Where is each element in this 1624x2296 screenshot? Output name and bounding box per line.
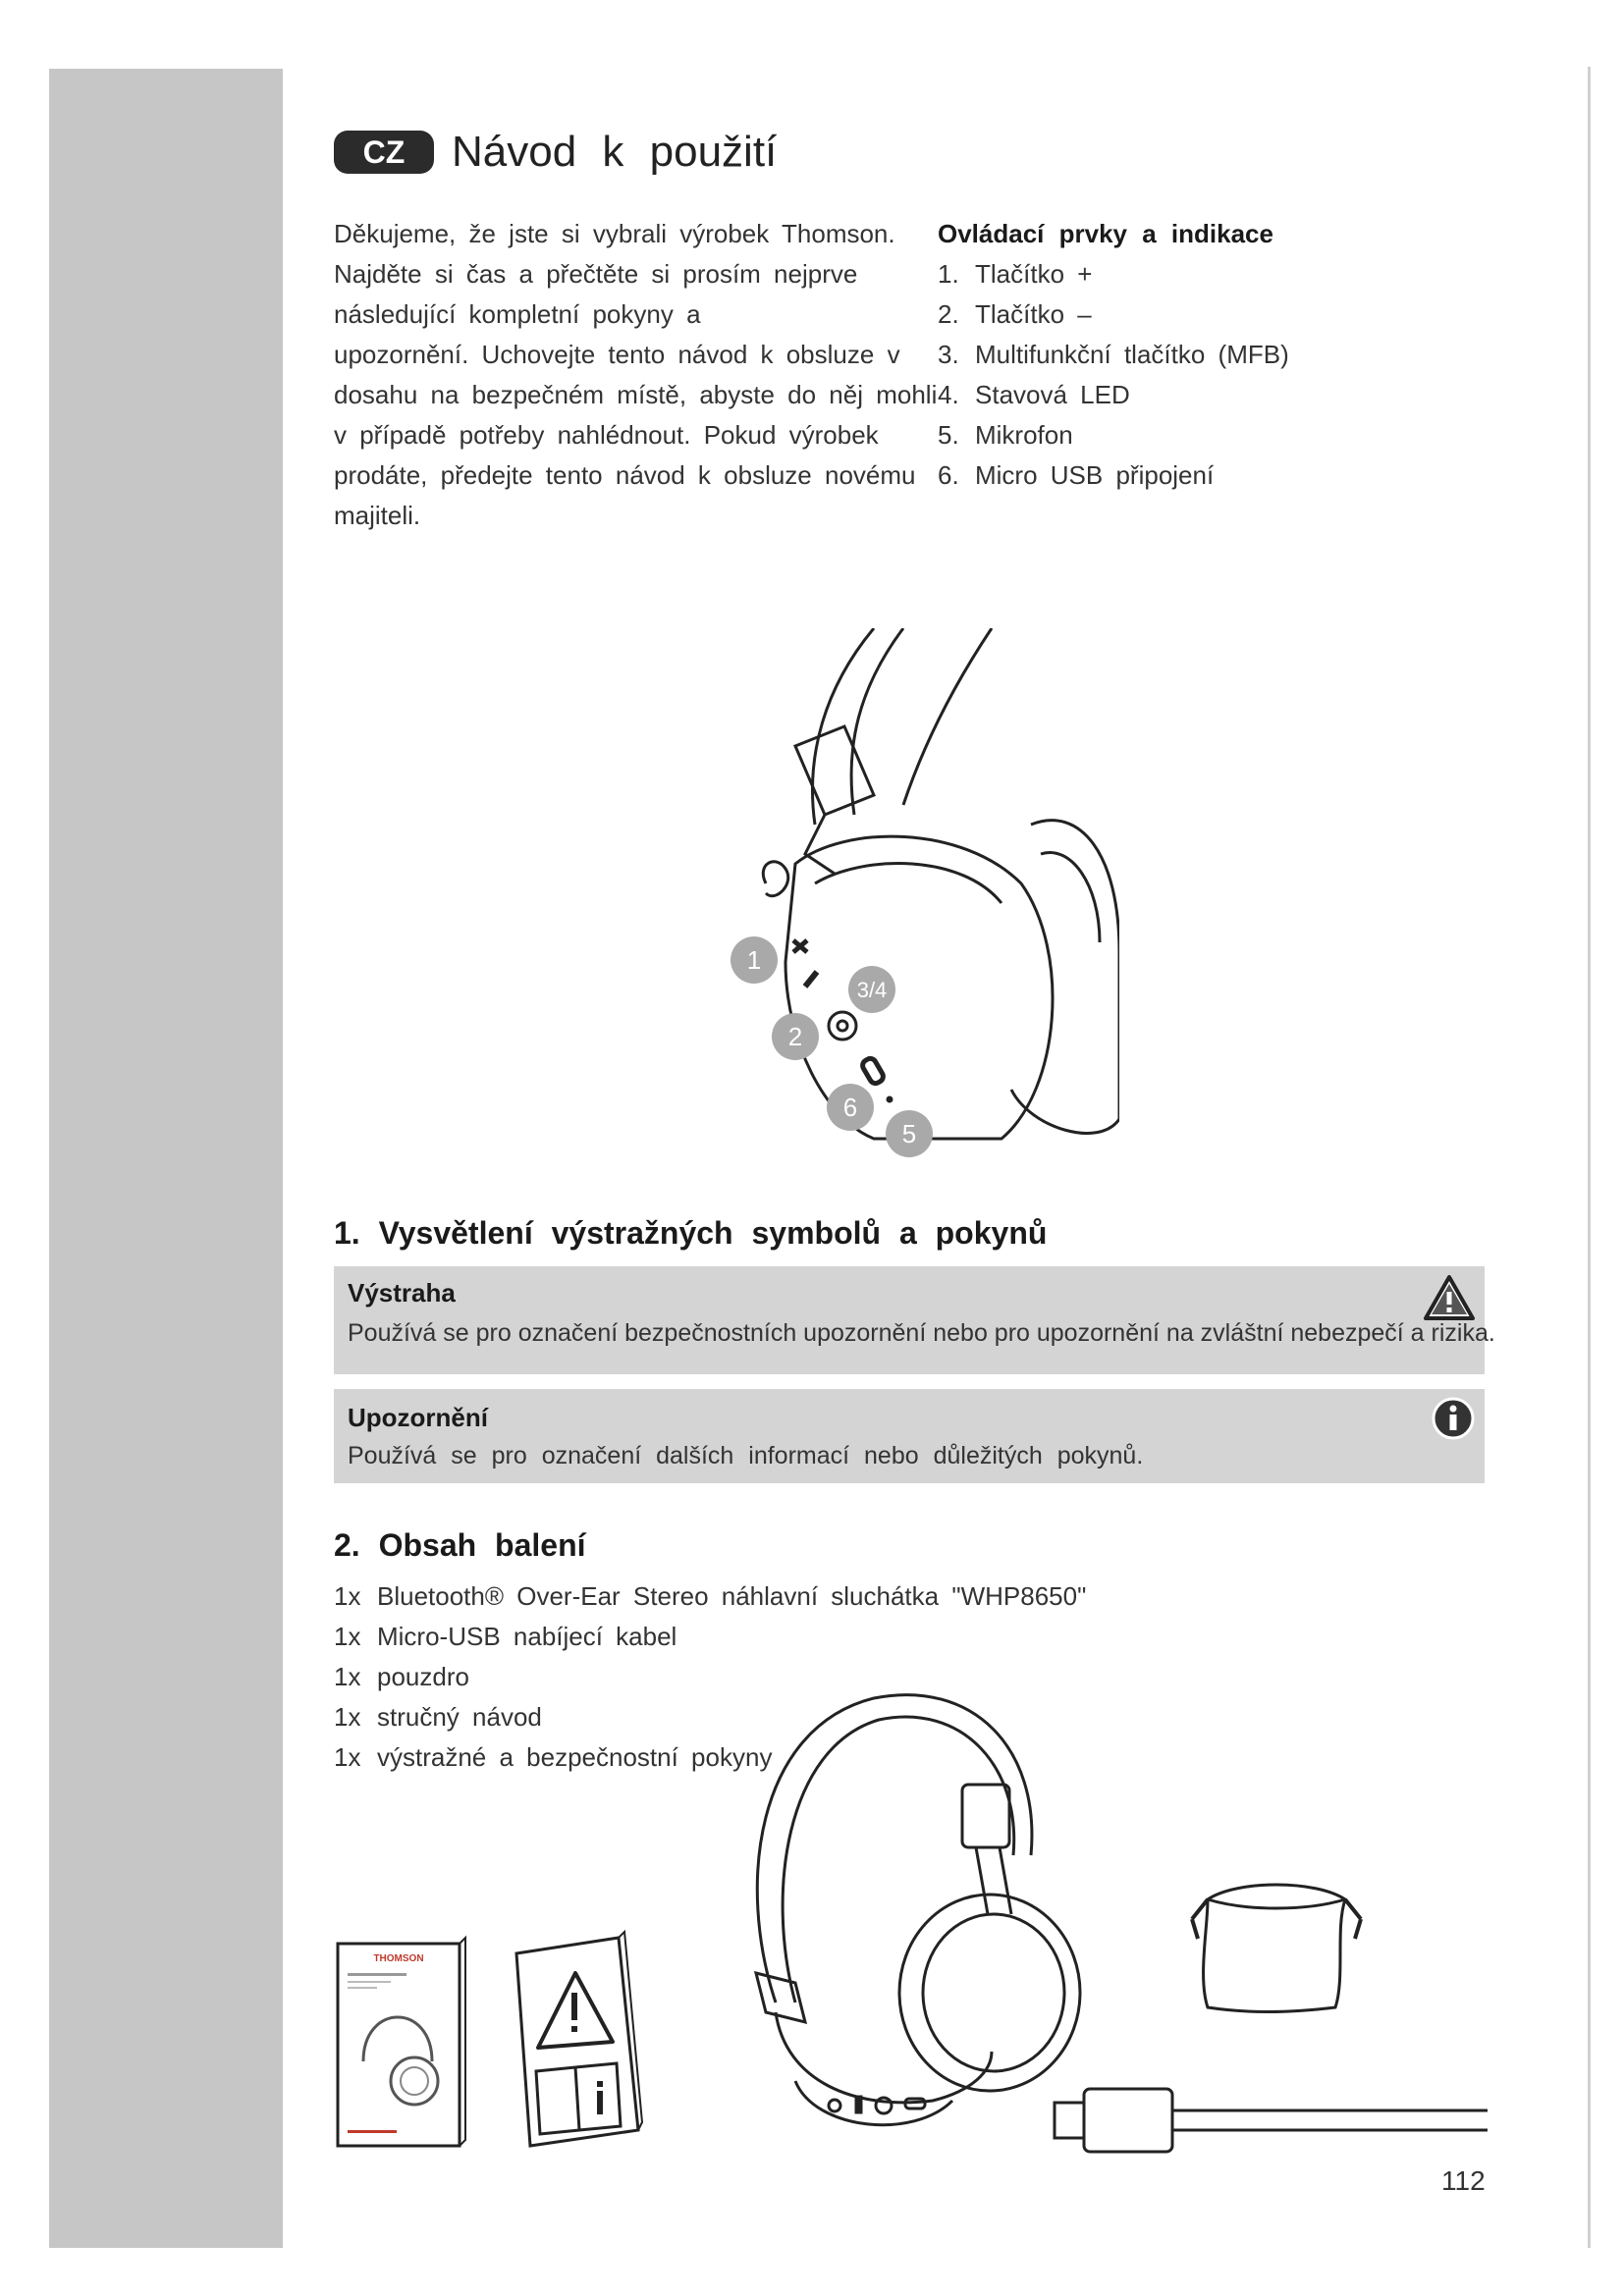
controls-item bbox=[938, 254, 1350, 294]
controls-title: Ovládací prvky a indikace bbox=[938, 219, 1273, 248]
item-qty: 1x bbox=[334, 1581, 361, 1611]
left-cup-edge bbox=[776, 2012, 992, 2103]
item-qty: 1x bbox=[334, 1742, 361, 1772]
mfb-button-center bbox=[838, 1021, 847, 1031]
plus-button-icon bbox=[829, 2100, 840, 2111]
list-item bbox=[334, 1576, 1086, 1617]
headband-line bbox=[851, 628, 903, 815]
hinge-loop bbox=[763, 862, 787, 896]
controls-item bbox=[938, 335, 1350, 375]
controls-item bbox=[938, 415, 1350, 455]
item-qty: 1x bbox=[334, 1702, 361, 1732]
intro-line: upozornění. Uchovejte tento návod k obsluze v bbox=[334, 340, 900, 369]
item-number: 2. bbox=[938, 299, 959, 329]
list-item bbox=[334, 1617, 1086, 1657]
headphone-controls-illustration bbox=[707, 628, 1119, 1158]
note-title: Upozornění bbox=[348, 1403, 488, 1432]
item-number: 5. bbox=[938, 420, 959, 450]
item-text: pouzdro bbox=[377, 1662, 469, 1691]
item-label: Tlačítko – bbox=[975, 299, 1092, 329]
page-header bbox=[334, 128, 777, 177]
intro-line: v případě potřeby nahlédnout. Pokud výrobek bbox=[334, 420, 879, 450]
controls-item bbox=[938, 455, 1350, 496]
warning-text: Používá se pro označení bezpečnostních upozornění nebo pro upozornění na zvláštní nebezpečí a rizika. bbox=[348, 1319, 1495, 1347]
ear-cup-inner bbox=[923, 1914, 1064, 2071]
item-text: Micro-USB nabíjecí kabel bbox=[377, 1622, 677, 1651]
controls-list bbox=[938, 214, 1350, 496]
callout-label: 2 bbox=[787, 1022, 803, 1051]
section-heading: 1. Vysvětlení výstražných symbolů a pokynů bbox=[334, 1215, 1048, 1251]
slider-block bbox=[795, 726, 874, 815]
note-box bbox=[334, 1389, 1485, 1483]
item-label: Tlačítko + bbox=[975, 259, 1093, 289]
info-circle-icon bbox=[1432, 1397, 1475, 1440]
safety-leaflet-illustration bbox=[511, 1924, 644, 2152]
usb-cable-illustration bbox=[1051, 2081, 1488, 2160]
intro-line: následující kompletní pokyny a bbox=[334, 299, 701, 329]
item-number: 3. bbox=[938, 340, 959, 369]
intro-line: dosahu na bezpečném místě, abyste do něj mohli bbox=[334, 380, 938, 409]
page-number: 112 bbox=[1441, 2165, 1486, 2196]
mfb-button-icon bbox=[876, 2098, 892, 2113]
ear-cup-ring bbox=[815, 864, 1001, 903]
right-margin-line bbox=[1588, 67, 1591, 2248]
intro-paragraph bbox=[334, 214, 938, 536]
callout-label: 1 bbox=[746, 945, 762, 975]
item-text: výstražné a bezpečnostní pokyny bbox=[377, 1742, 773, 1772]
page-title: Návod k použití bbox=[452, 128, 778, 176]
minus-button-icon bbox=[856, 2097, 861, 2112]
item-qty: 1x bbox=[334, 1622, 361, 1651]
micro-usb-plug bbox=[1055, 2103, 1084, 2138]
pouch-illustration bbox=[1178, 1870, 1375, 2017]
minus-button-icon bbox=[805, 972, 817, 987]
slider-block bbox=[962, 1785, 1009, 1847]
note-text: Používá se pro označení dalších informací nebo důležitých pokynů. bbox=[348, 1442, 1144, 1469]
callout-label: 5 bbox=[901, 1119, 917, 1148]
item-text: Bluetooth® Over-Ear Stereo náhlavní sluchátka "WHP8650" bbox=[377, 1581, 1087, 1611]
language-badge: CZ bbox=[334, 131, 434, 174]
mfb-button-icon bbox=[829, 1012, 856, 1040]
item-qty: 1x bbox=[334, 1662, 361, 1691]
item-number: 1. bbox=[938, 259, 959, 289]
left-slider-block bbox=[756, 1973, 805, 2022]
intro-line: Najděte si čas a přečtěte si prosím nejprve bbox=[334, 259, 858, 289]
item-text: stručný návod bbox=[377, 1702, 542, 1732]
ear-cushion bbox=[1011, 821, 1119, 1134]
callout-label: 3/4 bbox=[856, 978, 888, 1002]
plus-button-icon bbox=[793, 940, 807, 952]
item-number: 4. bbox=[938, 380, 959, 409]
intro-line: majiteli. bbox=[334, 501, 421, 530]
cable-line bbox=[1172, 2110, 1488, 2130]
microphone-hole bbox=[888, 1097, 892, 1101]
left-cup-bottom bbox=[795, 2081, 952, 2125]
quick-guide-illustration bbox=[334, 1934, 467, 2152]
controls-item bbox=[938, 294, 1350, 335]
section-heading: 2. Obsah balení bbox=[334, 1527, 586, 1563]
item-label: Micro USB připojení bbox=[975, 460, 1215, 490]
controls-item bbox=[938, 375, 1350, 415]
warning-triangle-icon bbox=[1424, 1274, 1475, 1321]
warning-title: Výstraha bbox=[348, 1278, 456, 1308]
item-number: 6. bbox=[938, 460, 959, 490]
manual-brand: THOMSON bbox=[373, 1953, 424, 1964]
intro-line: prodáte, předejte tento návod k obsluze novému bbox=[334, 460, 916, 490]
headband-line bbox=[903, 628, 992, 805]
usb-port-icon bbox=[860, 1056, 885, 1086]
callout-label: 6 bbox=[842, 1093, 858, 1122]
slider-arm bbox=[976, 1847, 1011, 1914]
ear-cushion-inner bbox=[1041, 852, 1100, 942]
warning-box bbox=[334, 1266, 1495, 1374]
item-label: Multifunkční tlačítko (MFB) bbox=[975, 340, 1289, 369]
item-label: Mikrofon bbox=[975, 420, 1073, 450]
connector-body bbox=[1084, 2089, 1172, 2152]
headphones-illustration bbox=[736, 1688, 1100, 2140]
item-label: Stavová LED bbox=[975, 380, 1130, 409]
sidebar-strip bbox=[49, 69, 283, 2248]
intro-line: Děkujeme, že jste si vybrali výrobek Thomson. bbox=[334, 219, 895, 248]
